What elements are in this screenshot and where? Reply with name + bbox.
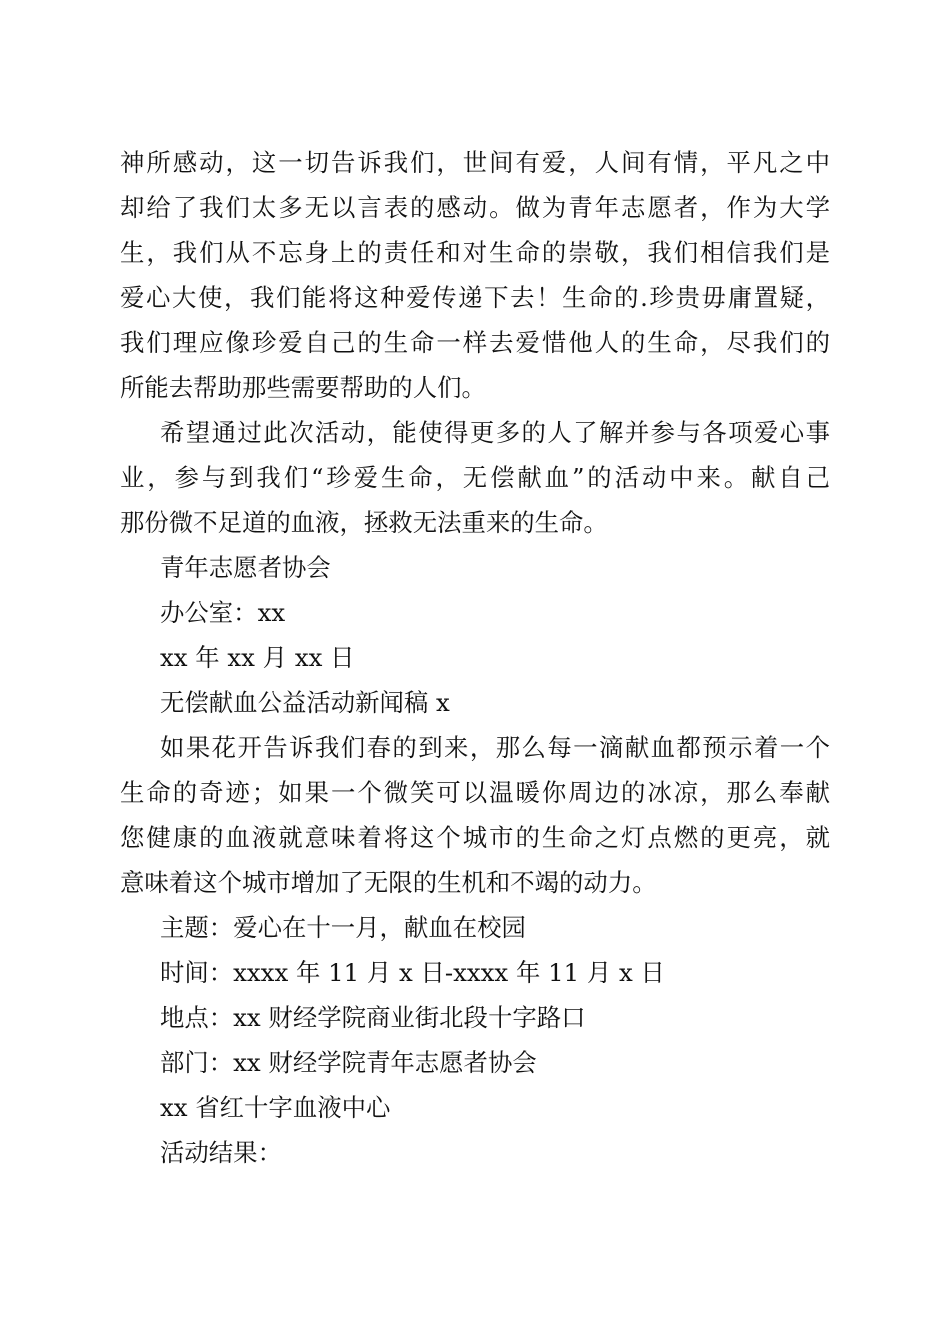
paragraph-line: 爱心大使，我们能将这种爱传递下去！生命的.珍贵毋庸置疑， xyxy=(120,283,830,312)
paragraph-line: 生命的奇迹；如果一个微笑可以温暖你周边的冰凉，那么奉献 xyxy=(120,778,830,807)
paragraph-line: 那份微不足道的血液，拯救无法重来的生命。 xyxy=(120,508,608,537)
event-department-2: xx 省红十字血液中心 xyxy=(160,1093,391,1122)
paragraph-line: 您健康的血液就意味着将这个城市的生命之灯点燃的更亮，就 xyxy=(120,823,830,852)
paragraph-line: 业，参与到我们“珍爱生命，无偿献血”的活动中来。献自己 xyxy=(120,463,830,492)
paragraph-line: 我们理应像珍爱自己的生命一样去爱惜他人的生命，尽我们的 xyxy=(120,328,830,357)
paragraph-line: 希望通过此次活动，能使得更多的人了解并参与各项爱心事 xyxy=(160,418,830,447)
paragraph-1 xyxy=(120,140,830,410)
event-time: 时间：xxxx 年 11 月 x 日-xxxx 年 11 月 x 日 xyxy=(160,958,665,987)
signature-date: xx 年 xx 月 xx 日 xyxy=(160,643,355,672)
signature-block xyxy=(120,545,830,680)
signature-office: 办公室：xx xyxy=(160,598,286,627)
event-theme: 主题：爱心在十一月，献血在校园 xyxy=(160,913,526,942)
signature-org: 青年志愿者协会 xyxy=(160,553,331,582)
paragraph-line: 意味着这个城市增加了无限的生机和不竭的动力。 xyxy=(120,868,657,897)
paragraph-line: 生，我们从不忘身上的责任和对生命的崇敬，我们相信我们是 xyxy=(120,238,830,267)
paragraph-2 xyxy=(120,410,830,545)
paragraph-line: 如果花开告诉我们春的到来，那么每一滴献血都预示着一个 xyxy=(160,733,830,762)
event-location: 地点：xx 财经学院商业街北段十字路口 xyxy=(160,1003,586,1032)
news-title: 无偿献血公益活动新闻稿 x xyxy=(160,688,450,717)
paragraph-line: 神所感动，这一切告诉我们，世间有爱，人间有情，平凡之中 xyxy=(120,148,830,177)
event-details xyxy=(120,905,830,1175)
event-result-label: 活动结果： xyxy=(160,1138,282,1167)
paragraph-line: 所能去帮助那些需要帮助的人们。 xyxy=(120,373,486,402)
document-body xyxy=(120,140,830,1175)
event-department: 部门：xx 财经学院青年志愿者协会 xyxy=(160,1048,537,1077)
paragraph-line: 却给了我们太多无以言表的感动。做为青年志愿者，作为大学 xyxy=(120,193,830,222)
paragraph-3 xyxy=(120,725,830,905)
